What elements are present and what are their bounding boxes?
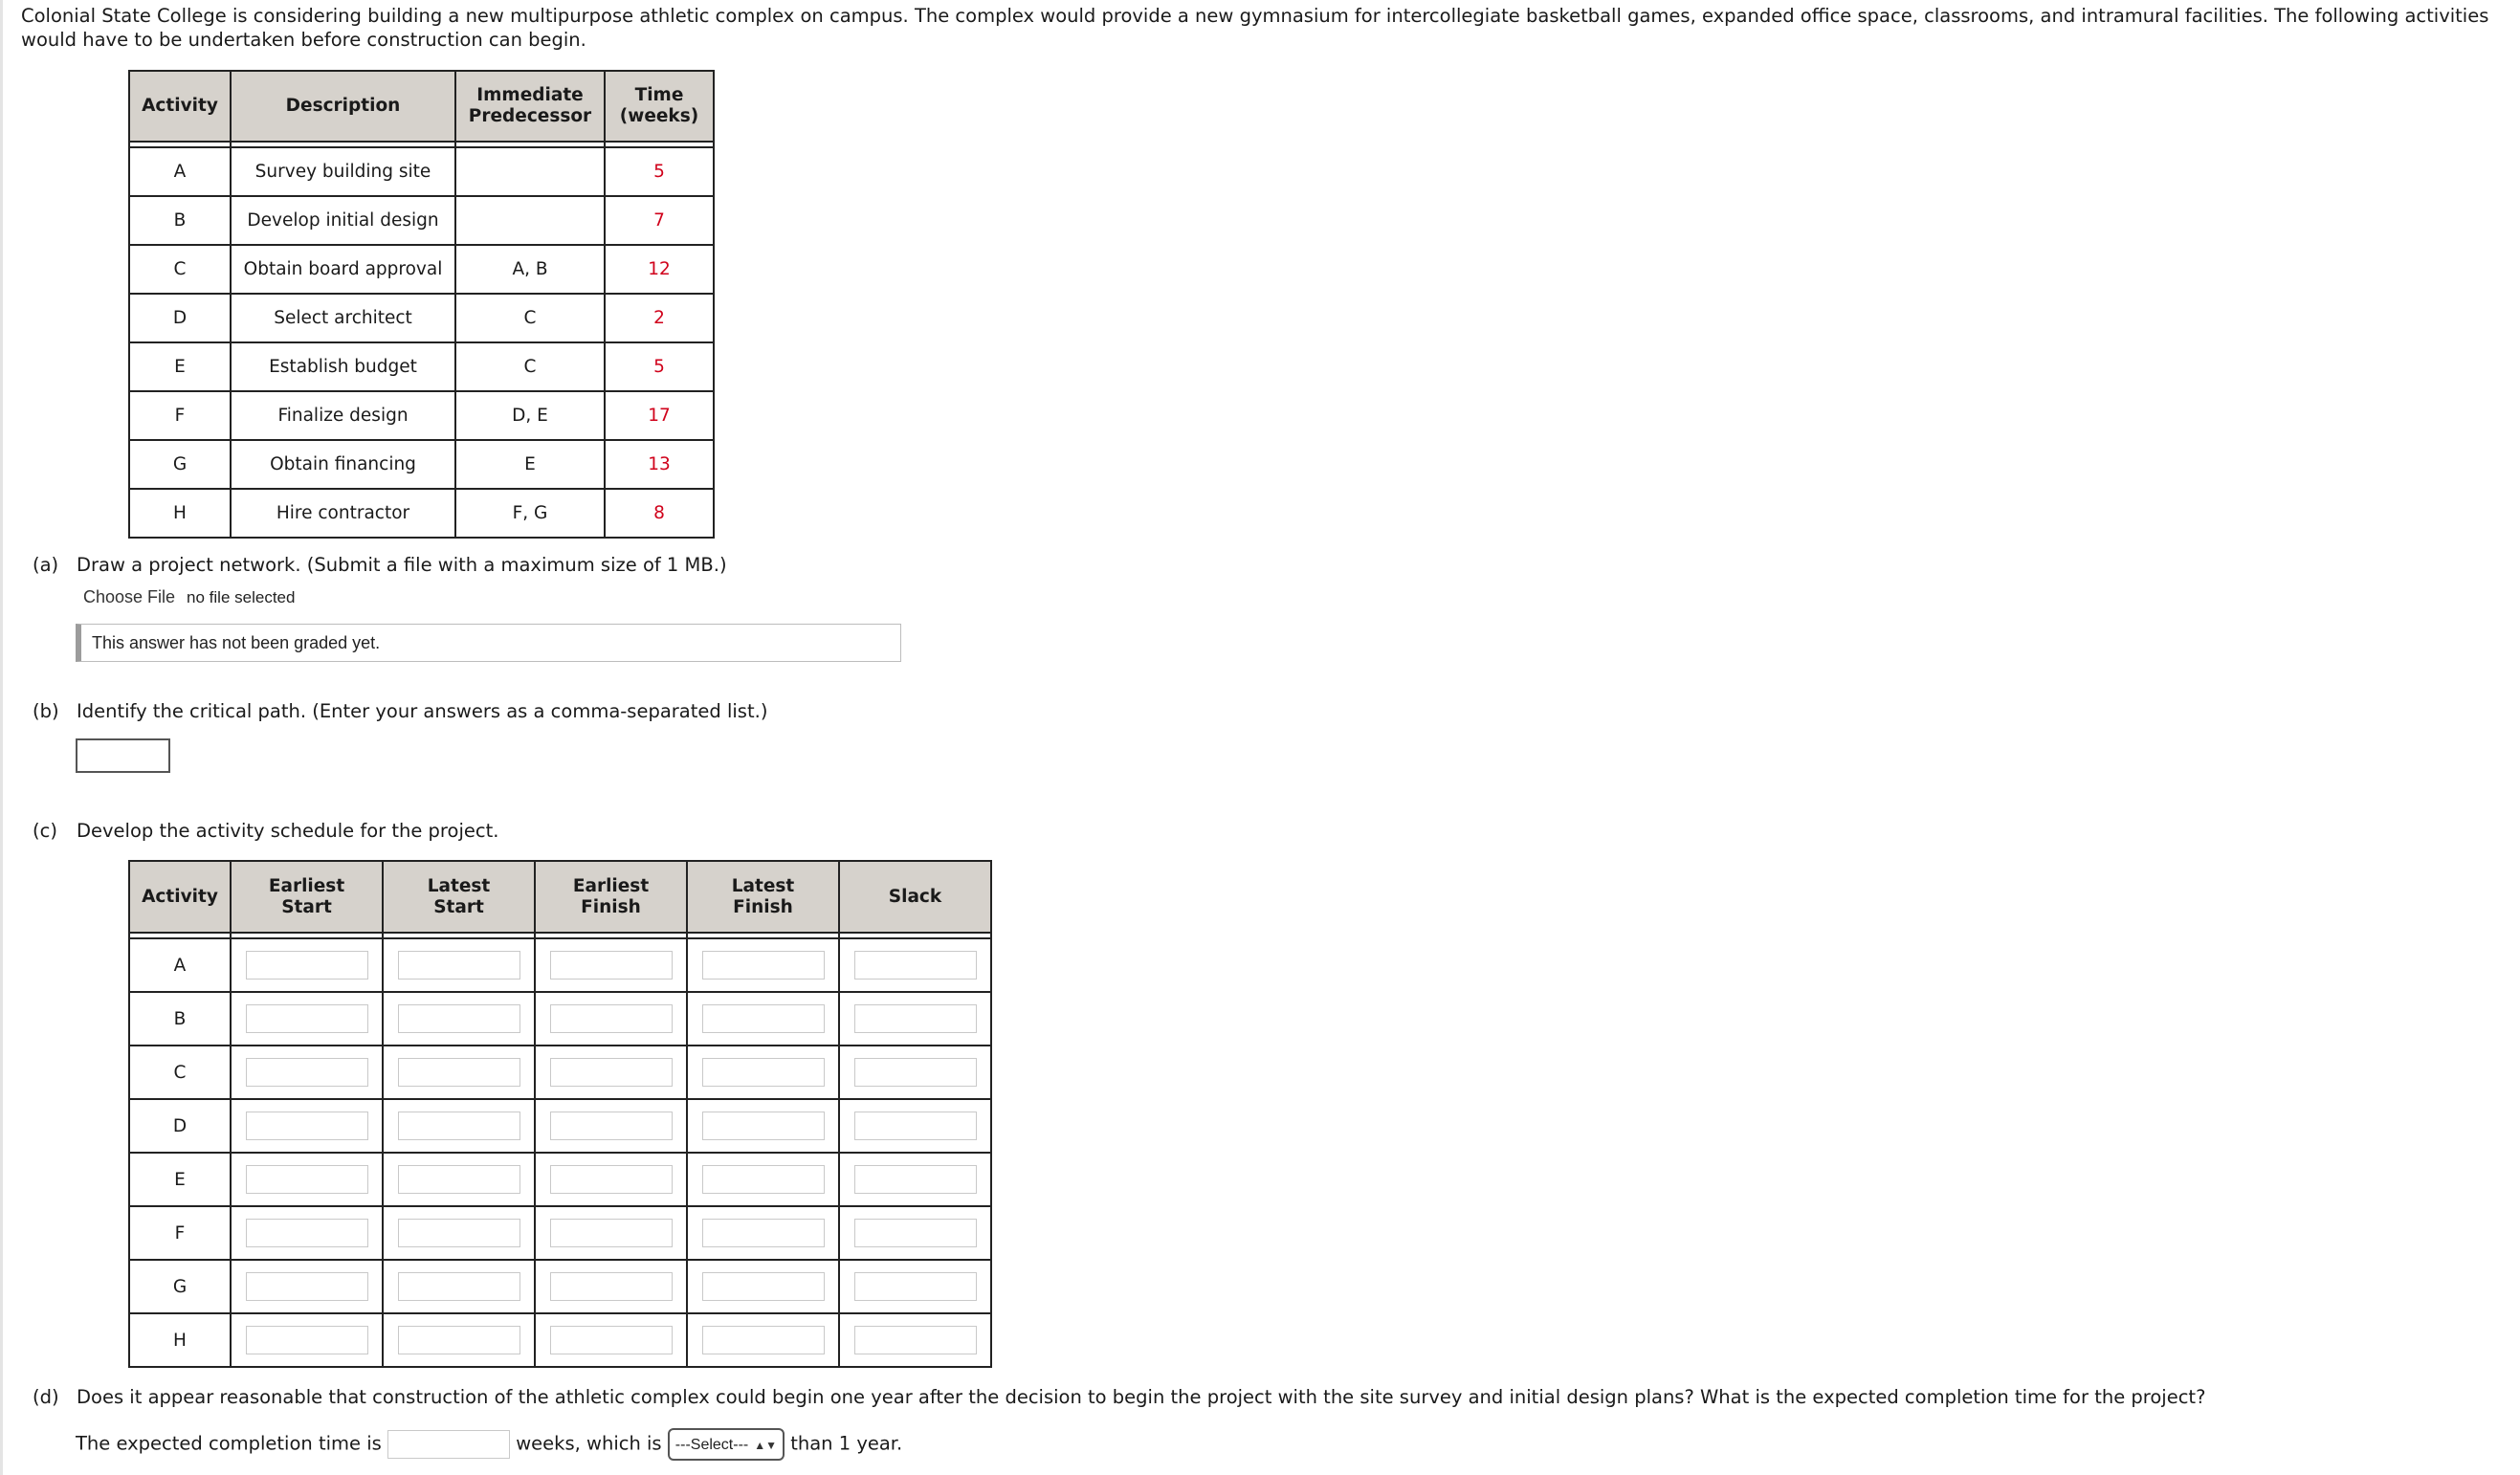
schedule-cell (687, 1260, 839, 1313)
predecessor-cell: C (455, 294, 605, 342)
choose-file-button[interactable]: Choose File (76, 585, 183, 609)
schedule-cell (839, 992, 991, 1046)
latest-start-input[interactable] (398, 1326, 520, 1354)
activity-cell: B (129, 196, 231, 245)
table-row (129, 391, 714, 440)
comparison-select[interactable] (668, 1428, 785, 1461)
part-a-label: (a) (33, 554, 59, 576)
schedule-row (129, 1153, 991, 1206)
schedule-cell (535, 1206, 687, 1260)
schedule-row (129, 1206, 991, 1260)
schedule-cell (839, 1206, 991, 1260)
earliest-finish-input[interactable] (550, 1219, 673, 1247)
schedule-cell (687, 938, 839, 992)
latest-finish-input[interactable] (702, 951, 825, 980)
schedule-row (129, 1046, 991, 1099)
slack-input[interactable] (854, 1219, 977, 1247)
schedule-cell (383, 992, 535, 1046)
activity-cell: D (129, 294, 231, 342)
schedule-row (129, 1099, 991, 1153)
part-b-question (33, 700, 767, 723)
description-cell: Obtain financing (231, 440, 455, 489)
predecessor-cell: C (455, 342, 605, 391)
file-status: no file selected (187, 588, 296, 606)
grading-status: This answer has not been graded yet. (76, 624, 901, 662)
time-cell: 7 (605, 196, 714, 245)
table-row (129, 342, 714, 391)
schedule-cell (535, 1046, 687, 1099)
description-cell: Establish budget (231, 342, 455, 391)
latest-finish-input[interactable] (702, 1165, 825, 1194)
schedule-activity-cell: E (129, 1153, 231, 1206)
schedule-cell (535, 1099, 687, 1153)
schedule-cell (535, 1313, 687, 1367)
header-activity: Activity (129, 861, 231, 933)
header-predecessor: Immediate Predecessor (455, 71, 605, 142)
file-upload (76, 585, 295, 609)
earliest-start-input[interactable] (246, 1219, 368, 1247)
schedule-cell (535, 938, 687, 992)
schedule-activity-cell: A (129, 938, 231, 992)
completion-time-input[interactable] (387, 1430, 510, 1459)
earliest-finish-input[interactable] (550, 1004, 673, 1033)
earliest-start-input[interactable] (246, 1326, 368, 1354)
slack-input[interactable] (854, 1112, 977, 1140)
schedule-cell (687, 1099, 839, 1153)
activity-cell: C (129, 245, 231, 294)
activity-cell: A (129, 147, 231, 196)
sentence-end: than 1 year. (790, 1432, 903, 1455)
left-border (0, 0, 3, 1475)
schedule-row (129, 1260, 991, 1313)
table-row (129, 489, 714, 538)
latest-start-input[interactable] (398, 1165, 520, 1194)
completion-sentence (76, 1428, 902, 1461)
activity-cell: E (129, 342, 231, 391)
slack-input[interactable] (854, 1058, 977, 1087)
earliest-finish-input[interactable] (550, 951, 673, 980)
predecessor-cell (455, 196, 605, 245)
schedule-cell (231, 1313, 383, 1367)
schedule-cell (383, 1046, 535, 1099)
sentence-mid: weeks, which is (516, 1432, 662, 1455)
header-latest-finish: Latest Finish (687, 861, 839, 933)
part-d-label: (d) (33, 1386, 59, 1408)
latest-start-input[interactable] (398, 951, 520, 980)
description-cell: Develop initial design (231, 196, 455, 245)
schedule-cell (687, 1046, 839, 1099)
schedule-activity-cell: F (129, 1206, 231, 1260)
predecessor-cell (455, 147, 605, 196)
predecessor-cell: A, B (455, 245, 605, 294)
description-cell: Obtain board approval (231, 245, 455, 294)
select-arrows-icon: ▲▼ (754, 1439, 777, 1452)
earliest-finish-input[interactable] (550, 1326, 673, 1354)
schedule-table (128, 860, 992, 1368)
part-b-label: (b) (33, 700, 59, 722)
schedule-activity-cell: D (129, 1099, 231, 1153)
header-latest-start: Latest Start (383, 861, 535, 933)
latest-start-input[interactable] (398, 1219, 520, 1247)
schedule-cell (839, 938, 991, 992)
part-a-question (33, 554, 727, 577)
activity-table (128, 70, 715, 539)
schedule-activity-cell: B (129, 992, 231, 1046)
slack-input[interactable] (854, 1165, 977, 1194)
schedule-cell (839, 1313, 991, 1367)
schedule-cell (231, 938, 383, 992)
schedule-cell (231, 1153, 383, 1206)
schedule-cell (383, 1260, 535, 1313)
slack-input[interactable] (854, 1272, 977, 1301)
header-earliest-start: Earliest Start (231, 861, 383, 933)
table-row (129, 245, 714, 294)
description-cell: Select architect (231, 294, 455, 342)
part-c-question (33, 820, 498, 843)
time-cell: 5 (605, 342, 714, 391)
time-cell: 2 (605, 294, 714, 342)
predecessor-cell: E (455, 440, 605, 489)
earliest-finish-input[interactable] (550, 1165, 673, 1194)
header-earliest-finish: Earliest Finish (535, 861, 687, 933)
schedule-cell (839, 1046, 991, 1099)
earliest-start-input[interactable] (246, 1004, 368, 1033)
schedule-cell (383, 938, 535, 992)
latest-finish-input[interactable] (702, 1112, 825, 1140)
earliest-start-input[interactable] (246, 1272, 368, 1301)
activity-cell: H (129, 489, 231, 538)
description-cell: Survey building site (231, 147, 455, 196)
schedule-activity-cell: C (129, 1046, 231, 1099)
schedule-cell (535, 1260, 687, 1313)
schedule-cell (687, 992, 839, 1046)
schedule-cell (383, 1313, 535, 1367)
header-time: Time (weeks) (605, 71, 714, 142)
table-row (129, 196, 714, 245)
schedule-cell (383, 1206, 535, 1260)
predecessor-cell: F, G (455, 489, 605, 538)
time-cell: 8 (605, 489, 714, 538)
sentence-start: The expected completion time is (76, 1432, 382, 1455)
problem-intro: Colonial State College is considering building a new multipurpose athletic complex on campus. The complex would provide a new gymnasium for intercollegiate basketball games, expanded office space, classrooms, and intramural facilities. The following activities would have to be undertaken before construction can begin. (21, 5, 2489, 51)
select-value: ---Select--- (674, 1437, 749, 1453)
schedule-cell (839, 1153, 991, 1206)
time-cell: 17 (605, 391, 714, 440)
schedule-cell (383, 1153, 535, 1206)
earliest-start-input[interactable] (246, 1058, 368, 1087)
schedule-cell (231, 1046, 383, 1099)
schedule-cell (839, 1099, 991, 1153)
latest-finish-input[interactable] (702, 1272, 825, 1301)
latest-finish-input[interactable] (702, 1326, 825, 1354)
earliest-start-input[interactable] (246, 951, 368, 980)
header-slack: Slack (839, 861, 991, 933)
latest-finish-input[interactable] (702, 1004, 825, 1033)
slack-input[interactable] (854, 1326, 977, 1354)
part-c-label: (c) (33, 820, 57, 842)
schedule-cell (687, 1206, 839, 1260)
schedule-cell (231, 1260, 383, 1313)
latest-start-input[interactable] (398, 1058, 520, 1087)
schedule-row (129, 938, 991, 992)
schedule-cell (231, 1206, 383, 1260)
latest-start-input[interactable] (398, 1004, 520, 1033)
earliest-finish-input[interactable] (550, 1058, 673, 1087)
part-b-text: Identify the critical path. (Enter your answers as a comma-separated list.) (77, 700, 768, 722)
earliest-start-input[interactable] (246, 1112, 368, 1140)
time-cell: 13 (605, 440, 714, 489)
schedule-row (129, 1313, 991, 1367)
table-row (129, 294, 714, 342)
earliest-finish-input[interactable] (550, 1272, 673, 1301)
schedule-cell (687, 1153, 839, 1206)
description-cell: Hire contractor (231, 489, 455, 538)
activity-cell: G (129, 440, 231, 489)
latest-start-input[interactable] (398, 1112, 520, 1140)
schedule-activity-cell: H (129, 1313, 231, 1367)
slack-input[interactable] (854, 951, 977, 980)
latest-start-input[interactable] (398, 1272, 520, 1301)
header-description: Description (231, 71, 455, 142)
part-c-text: Develop the activity schedule for the project. (77, 820, 499, 842)
header-activity: Activity (129, 71, 231, 142)
schedule-activity-cell: G (129, 1260, 231, 1313)
schedule-cell (687, 1313, 839, 1367)
time-cell: 5 (605, 147, 714, 196)
latest-finish-input[interactable] (702, 1219, 825, 1247)
earliest-finish-input[interactable] (550, 1112, 673, 1140)
schedule-cell (231, 1099, 383, 1153)
schedule-cell (839, 1260, 991, 1313)
part-a-text: Draw a project network. (Submit a file with a maximum size of 1 MB.) (77, 554, 727, 576)
schedule-cell (535, 1153, 687, 1206)
part-d-text: Does it appear reasonable that construction of the athletic complex could begin one year after the decision to begin the project with the site survey and initial design plans? What is the expected completion time for the project? (77, 1386, 2206, 1408)
earliest-start-input[interactable] (246, 1165, 368, 1194)
latest-finish-input[interactable] (702, 1058, 825, 1087)
table-row (129, 147, 714, 196)
schedule-cell (383, 1099, 535, 1153)
schedule-cell (231, 992, 383, 1046)
description-cell: Finalize design (231, 391, 455, 440)
schedule-cell (535, 992, 687, 1046)
table-row (129, 440, 714, 489)
predecessor-cell: D, E (455, 391, 605, 440)
critical-path-input[interactable] (76, 738, 170, 773)
activity-cell: F (129, 391, 231, 440)
time-cell: 12 (605, 245, 714, 294)
slack-input[interactable] (854, 1004, 977, 1033)
schedule-row (129, 992, 991, 1046)
part-d-question (33, 1386, 2482, 1409)
